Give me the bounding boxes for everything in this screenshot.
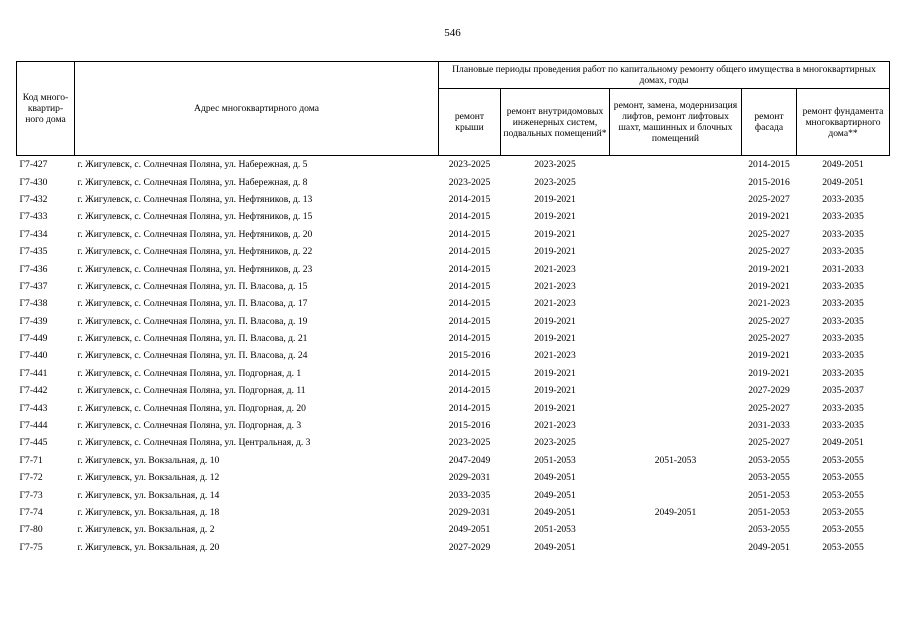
cell-code: Г7-433: [19, 211, 48, 223]
cell-found: 2033-2035: [822, 298, 864, 310]
cell-code: Г7-72: [19, 472, 43, 484]
cell-eng: 2019-2021: [534, 333, 576, 345]
cell-found: 2033-2035: [822, 193, 864, 205]
cell-roof: 2014-2015: [448, 246, 491, 258]
cell-facade: 2053-2055: [748, 454, 790, 466]
table-row: [17, 347, 890, 364]
cell-facade: 2019-2021: [748, 211, 790, 223]
cell-facade: 2015-2016: [748, 176, 790, 188]
table-row: [17, 434, 890, 451]
cell-code: Г7-445: [19, 437, 48, 449]
cell-code: Г7-80: [19, 524, 43, 536]
cell-address: г. Жигулевск, с. Солнечная Поляна, ул. Подгорная, д. 1: [77, 367, 302, 379]
cell-eng: 2021-2023: [534, 263, 576, 275]
cell-address: г. Жигулевск, с. Солнечная Поляна, ул. Подгорная, д. 20: [77, 402, 306, 414]
cell-facade: 2053-2055: [748, 524, 790, 536]
cell-eng: 2051-2053: [534, 524, 576, 536]
cell-roof: 2015-2016: [448, 420, 491, 432]
cell-found: 2031-2033: [822, 263, 864, 275]
cell-code: Г7-438: [19, 298, 48, 310]
cell-facade: 2019-2021: [748, 263, 790, 275]
header-engineering: ремонт внутридомовых инженерных систем, подвальных помещений*: [501, 89, 610, 156]
cell-facade: 2025-2027: [748, 228, 790, 240]
header-roof: ремонт крыши: [439, 89, 501, 156]
cell-lift: [610, 243, 742, 260]
cell-lift: [610, 434, 742, 451]
cell-found: 2049-2051: [822, 159, 864, 171]
table-row: [17, 504, 890, 521]
cell-roof: 2014-2015: [448, 367, 491, 379]
cell-found: 2053-2055: [822, 541, 864, 553]
cell-lift: [610, 208, 742, 225]
cell-facade: 2019-2021: [748, 350, 790, 362]
cell-eng: 2019-2021: [534, 246, 576, 258]
cell-found: 2049-2051: [822, 437, 864, 449]
cell-lift: [610, 313, 742, 330]
cell-code: Г7-434: [19, 228, 48, 240]
cell-code: Г7-74: [19, 507, 43, 518]
table-row: [17, 417, 890, 434]
cell-eng: 2021-2023: [534, 420, 576, 432]
cell-code: Г7-427: [19, 159, 48, 171]
cell-facade: 2049-2051: [748, 541, 790, 553]
cell-facade: 2031-2033: [748, 420, 790, 432]
cell-lift: [610, 156, 742, 174]
cell-address: г. Жигулевск, ул. Вокзальная, д. 10: [77, 454, 220, 466]
cell-roof: 2029-2031: [448, 507, 491, 518]
cell-roof: 2029-2031: [448, 472, 491, 484]
cell-lift: [610, 521, 742, 538]
cell-code: Г7-437: [19, 280, 48, 292]
cell-code: Г7-436: [19, 263, 48, 275]
cell-address: г. Жигулевск, с. Солнечная Поляна, ул. Центральная, д. 3: [77, 437, 311, 449]
cell-found: 2033-2035: [822, 315, 864, 327]
table-row: [17, 313, 890, 330]
cell-code: Г7-435: [19, 246, 48, 258]
cell-eng: 2021-2023: [534, 280, 576, 292]
cell-found: 2033-2035: [822, 228, 864, 240]
cell-eng: 2023-2025: [534, 159, 576, 171]
cell-lift: [610, 539, 742, 556]
cell-found: 2049-2051: [822, 176, 864, 188]
cell-eng: 2049-2051: [534, 489, 576, 501]
cell-found: 2053-2055: [822, 472, 864, 484]
cell-roof: 2014-2015: [448, 228, 491, 240]
cell-address: г. Жигулевск, с. Солнечная Поляна, ул. П. Власова, д. 17: [77, 298, 308, 310]
cell-found: 2035-2037: [822, 385, 864, 397]
cell-roof: 2014-2015: [448, 193, 491, 205]
cell-address: г. Жигулевск, с. Солнечная Поляна, ул. Нефтяников, д. 20: [77, 228, 313, 240]
header-address: Адрес многоквартирного дома: [75, 62, 439, 156]
cell-roof: 2014-2015: [448, 315, 491, 327]
cell-code: Г7-73: [19, 489, 43, 501]
cell-lift: [610, 365, 742, 382]
cell-lift: [610, 417, 742, 434]
table-row: [17, 365, 890, 382]
cell-code: Г7-444: [19, 420, 48, 432]
cell-address: г. Жигулевск, с. Солнечная Поляна, ул. Нефтяников, д. 13: [77, 193, 313, 205]
cell-facade: 2025-2027: [748, 315, 790, 327]
cell-eng: 2051-2053: [534, 454, 576, 466]
cell-found: 2033-2035: [822, 420, 864, 432]
table-row: [17, 173, 890, 190]
cell-found: 2033-2035: [822, 367, 864, 379]
cell-eng: 2023-2025: [534, 437, 576, 449]
cell-address: г. Жигулевск, ул. Вокзальная, д. 12: [77, 472, 220, 484]
cell-roof: 2023-2025: [448, 159, 491, 171]
cell-code: Г7-430: [19, 176, 48, 188]
cell-found: 2053-2055: [822, 524, 864, 536]
cell-found: 2053-2055: [822, 507, 864, 518]
cell-lift: [610, 399, 742, 416]
cell-address: г. Жигулевск, с. Солнечная Поляна, ул. Подгорная, д. 3: [77, 420, 302, 432]
cell-facade: 2014-2015: [748, 159, 790, 171]
cell-found: 2053-2055: [822, 454, 864, 466]
header-lifts: ремонт, замена, модернизация лифтов, ремонт лифтовых шахт, машинных и блочных помещений: [610, 89, 742, 156]
cell-roof: 2014-2015: [448, 298, 491, 310]
cell-roof: 2014-2015: [448, 280, 491, 292]
table-row: [17, 191, 890, 208]
cell-roof: 2023-2025: [448, 437, 491, 449]
table-row: [17, 539, 890, 556]
cell-code: Г7-439: [19, 315, 48, 327]
cell-roof: 2033-2035: [448, 489, 491, 501]
cell-roof: 2015-2016: [448, 350, 491, 362]
table-row: [17, 295, 890, 312]
cell-lift: [610, 469, 742, 486]
table-row: [17, 260, 890, 277]
header-foundation: ремонт фундамента многоквартирного дома**: [797, 89, 890, 156]
cell-address: г. Жигулевск, с. Солнечная Поляна, ул. П. Власова, д. 24: [77, 350, 308, 362]
table-row: [17, 330, 890, 347]
cell-lift: 2051-2053: [654, 454, 697, 466]
cell-code: Г7-449: [19, 333, 48, 345]
cell-address: г. Жигулевск, ул. Вокзальная, д. 20: [77, 541, 220, 553]
cell-address: г. Жигулевск, с. Солнечная Поляна, ул. П. Власова, д. 15: [77, 280, 308, 292]
table-row: [17, 226, 890, 243]
cell-roof: 2023-2025: [448, 176, 491, 188]
cell-code: Г7-432: [19, 193, 48, 205]
cell-address: г. Жигулевск, ул. Вокзальная, д. 14: [77, 489, 220, 501]
cell-eng: 2019-2021: [534, 211, 576, 223]
cell-facade: 2019-2021: [748, 280, 790, 292]
table-row: [17, 243, 890, 260]
cell-eng: 2019-2021: [534, 367, 576, 379]
cell-roof: 2027-2029: [448, 541, 491, 553]
cell-found: 2033-2035: [822, 333, 864, 345]
cell-code: Г7-442: [19, 385, 48, 397]
cell-eng: 2049-2051: [534, 541, 576, 553]
table-row: [17, 278, 890, 295]
cell-address: г. Жигулевск, с. Солнечная Поляна, ул. Нефтяников, д. 22: [77, 246, 313, 258]
page-number: 546: [444, 27, 461, 39]
cell-roof: 2014-2015: [448, 263, 491, 275]
cell-lift: [610, 486, 742, 503]
cell-address: г. Жигулевск, с. Солнечная Поляна, ул. Набережная, д. 8: [77, 176, 308, 188]
table-row: [17, 208, 890, 225]
cell-code: Г7-440: [19, 350, 48, 362]
cell-eng: 2049-2051: [534, 472, 576, 484]
table-row: [17, 521, 890, 538]
cell-address: г. Жигулевск, с. Солнечная Поляна, ул. Набережная, д. 5: [77, 159, 308, 171]
cell-address: г. Жигулевск, с. Солнечная Поляна, ул. Нефтяников, д. 23: [77, 263, 313, 275]
cell-lift: [610, 226, 742, 243]
cell-address: г. Жигулевск, ул. Вокзальная, д. 2: [77, 524, 215, 536]
cell-facade: 2025-2027: [748, 333, 790, 345]
cell-address: г. Жигулевск, с. Солнечная Поляна, ул. П. Власова, д. 19: [77, 315, 308, 327]
cell-eng: 2049-2051: [534, 507, 576, 518]
cell-code: Г7-75: [19, 541, 43, 553]
cell-found: 2033-2035: [822, 211, 864, 223]
table-row: [17, 156, 890, 174]
cell-roof: 2047-2049: [448, 454, 491, 466]
cell-code: Г7-443: [19, 402, 48, 414]
cell-address: г. Жигулевск, ул. Вокзальная, д. 18: [77, 507, 220, 518]
cell-facade: 2021-2023: [748, 298, 790, 310]
cell-eng: 2019-2021: [534, 385, 576, 397]
cell-found: 2033-2035: [822, 280, 864, 292]
cell-facade: 2025-2027: [748, 193, 790, 205]
cell-address: г. Жигулевск, с. Солнечная Поляна, ул. П. Власова, д. 21: [77, 333, 308, 345]
cell-roof: 2014-2015: [448, 385, 491, 397]
cell-lift: [610, 295, 742, 312]
cell-lift: [610, 278, 742, 295]
table-row: [17, 382, 890, 399]
cell-lift: [610, 260, 742, 277]
capital-repair-table: [16, 61, 890, 556]
cell-found: 2053-2055: [822, 489, 864, 501]
cell-roof: 2049-2051: [448, 524, 491, 536]
cell-found: 2033-2035: [822, 350, 864, 362]
cell-eng: 2021-2023: [534, 350, 576, 362]
cell-facade: 2053-2055: [748, 472, 790, 484]
cell-address: г. Жигулевск, с. Солнечная Поляна, ул. Подгорная, д. 11: [77, 385, 306, 397]
header-code: Код много-квартир-ного дома: [17, 62, 75, 156]
cell-lift: [610, 347, 742, 364]
cell-lift: [610, 382, 742, 399]
cell-facade: 2025-2027: [748, 246, 790, 258]
cell-eng: 2019-2021: [534, 193, 576, 205]
cell-eng: 2019-2021: [534, 228, 576, 240]
cell-found: 2033-2035: [822, 402, 864, 414]
table-row: [17, 469, 890, 486]
cell-facade: 2025-2027: [748, 402, 790, 414]
cell-code: Г7-71: [19, 454, 43, 466]
table-row: [17, 486, 890, 503]
cell-lift: [610, 330, 742, 347]
cell-code: Г7-441: [19, 367, 48, 379]
table-row: [17, 399, 890, 416]
cell-address: г. Жигулевск, с. Солнечная Поляна, ул. Нефтяников, д. 15: [77, 211, 313, 223]
cell-eng: 2021-2023: [534, 298, 576, 310]
cell-facade: 2019-2021: [748, 367, 790, 379]
header-facade: ремонт фасада: [742, 89, 797, 156]
cell-facade: 2051-2053: [748, 489, 790, 501]
cell-facade: 2027-2029: [748, 385, 790, 397]
cell-lift: [610, 191, 742, 208]
cell-roof: 2014-2015: [448, 211, 491, 223]
cell-eng: 2023-2025: [534, 176, 576, 188]
cell-facade: 2025-2027: [748, 437, 790, 449]
cell-found: 2033-2035: [822, 246, 864, 258]
cell-roof: 2014-2015: [448, 333, 491, 345]
cell-facade: 2051-2053: [748, 507, 790, 518]
table-row: [17, 452, 890, 469]
cell-lift: 2049-2051: [654, 507, 697, 518]
cell-eng: 2019-2021: [534, 402, 576, 414]
cell-eng: 2019-2021: [534, 315, 576, 327]
cell-roof: 2014-2015: [448, 402, 491, 414]
cell-lift: [610, 173, 742, 190]
header-planned-periods: Плановые периоды проведения работ по капитальному ремонту общего имущества в многоквартирных домах, годы: [439, 62, 890, 89]
